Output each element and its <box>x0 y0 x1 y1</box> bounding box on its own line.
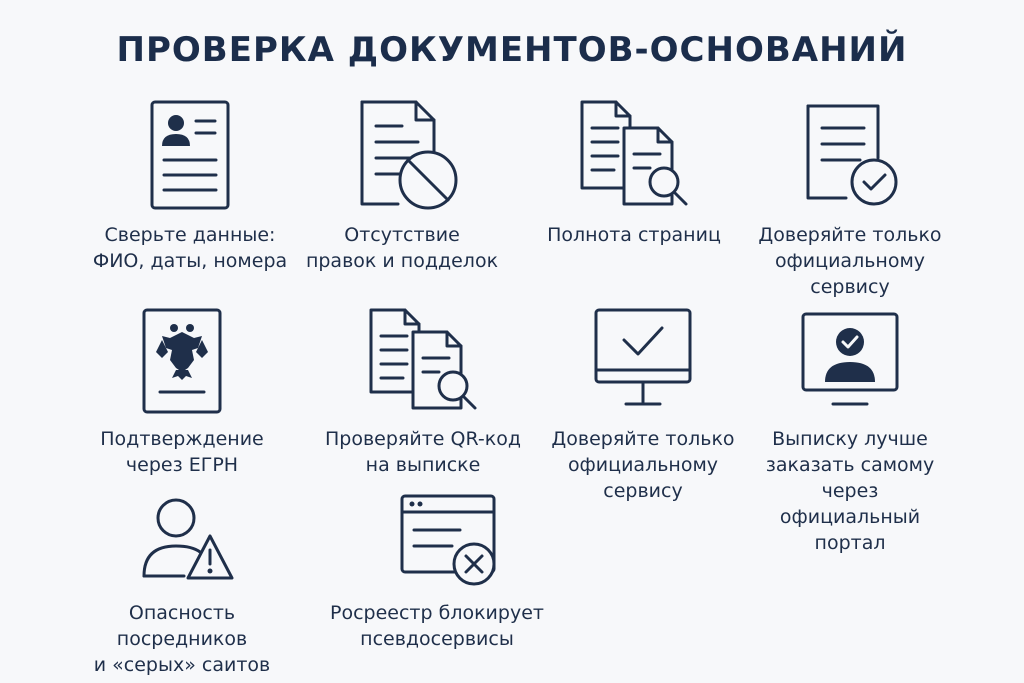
card-qr-check <box>308 306 538 478</box>
card-label: Сверьте данные: ФИО, даты, номера <box>92 224 288 272</box>
card-verify-data <box>75 98 305 274</box>
browser-block-icon <box>372 490 502 590</box>
card-egrn-confirm <box>67 306 297 478</box>
eagle-emblem <box>156 324 208 380</box>
card-label: Полнота страниц <box>547 224 721 246</box>
card-label: Отсутствие правок и подделок <box>305 224 499 272</box>
card-trust-official <box>735 98 965 300</box>
card-intermediaries-danger <box>67 490 297 678</box>
user-check-screen-icon <box>795 306 905 416</box>
card-label: Проверяйте QR-код на выписке <box>325 428 521 476</box>
card-label: Выписку лучше заказать самому через официальный портал <box>765 428 935 554</box>
card-trust-service <box>528 306 758 504</box>
coat-of-arms-document-icon <box>132 306 232 416</box>
card-rosreestr-blocks <box>322 490 552 652</box>
documents-search-icon <box>363 306 483 416</box>
user-warning-icon <box>122 490 242 590</box>
card-label: Доверяйте только официальному сервису <box>551 428 735 502</box>
card-order-self <box>735 306 965 556</box>
monitor-check-icon <box>588 306 698 416</box>
document-prohibited-icon <box>342 98 462 212</box>
documents-search-icon <box>574 98 694 212</box>
card-label: Подтверждение через ЕГРН <box>100 428 264 476</box>
passport-document-icon <box>140 98 240 212</box>
document-check-icon <box>790 98 910 212</box>
card-label: Росреестр блокирует псевдосервисы <box>330 602 544 650</box>
card-completeness <box>519 98 749 248</box>
page-title: ПРОВЕРКА ДОКУМЕНТОВ-ОСНОВАНИЙ <box>116 30 908 70</box>
card-no-edits <box>287 98 517 274</box>
card-label: Опасность посредников и «серых» саитов <box>93 602 271 676</box>
card-label: Доверяйте только официальному сервису <box>758 224 942 298</box>
